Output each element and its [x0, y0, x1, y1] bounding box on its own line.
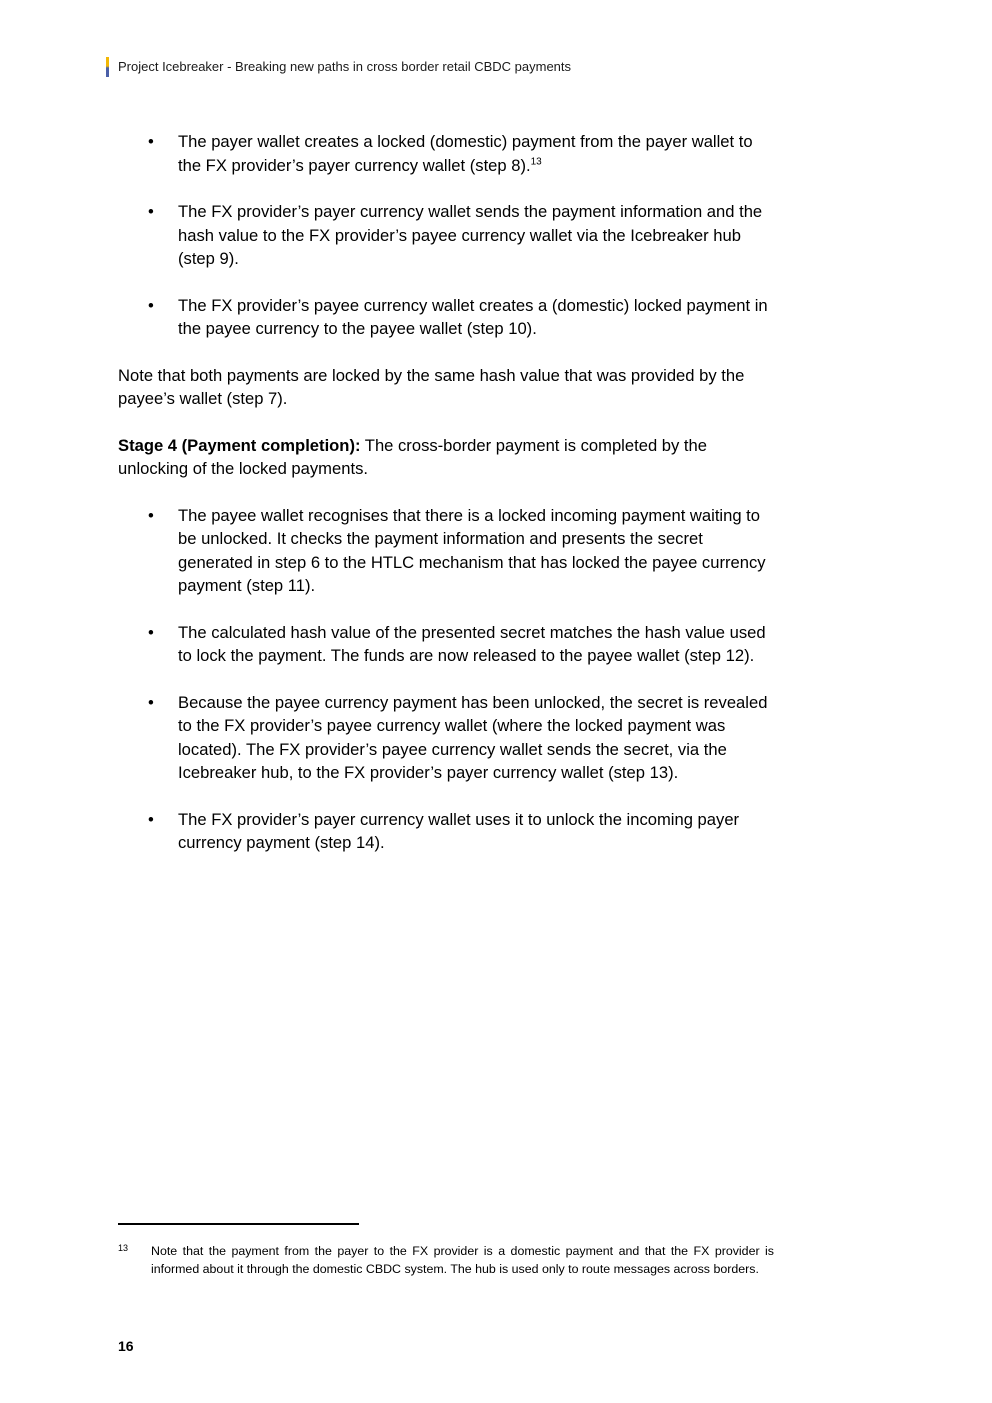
stage4-label: Stage 4 (Payment completion): — [118, 435, 361, 455]
list-item — [118, 294, 774, 341]
list-item-text: The calculated hash value of the presented secret matches the hash value used to lock the payment. The funds are now released to the payee wallet (step 12). — [178, 622, 766, 665]
bullet-icon: • — [148, 295, 154, 315]
bullet-icon: • — [148, 622, 154, 642]
list-item-text: The FX provider’s payer currency wallet uses it to unlock the incoming payer currency payment (step 14). — [178, 809, 740, 852]
bullet-icon: • — [148, 692, 154, 712]
footnote-number: 13 — [118, 1243, 129, 1253]
page-number: 16 — [118, 1338, 134, 1354]
list-item — [118, 130, 774, 177]
running-header — [106, 57, 571, 77]
list-item-text: The payer wallet creates a locked (domestic) payment from the payer wallet to the FX provider’s payer currency wallet (step 8). — [178, 132, 753, 175]
bullet-icon: • — [148, 202, 154, 221]
list-item — [118, 504, 774, 598]
running-title: Project Icebreaker - Breaking new paths in cross border retail CBDC payments — [118, 59, 572, 74]
header-accent-bar — [106, 57, 109, 77]
list-item — [118, 200, 774, 271]
stage4-text: The cross-border payment is completed by the unlocking of the locked payments. — [118, 435, 707, 478]
bullet-icon: • — [148, 505, 154, 525]
list-item-text: The payee wallet recognises that there is a locked incoming payment waiting to be unlocked. It checks the payment information and presents the secret generated in step 6 to the HTLC mechanism that has locked the payee currency payment (step 11). — [178, 505, 766, 595]
bullet-icon: • — [148, 132, 154, 151]
list-item-text: Because the payee currency payment has been unlocked, the secret is revealed to the FX provider’s payee currency wallet (where the locked payment was located). The FX provider’s payee currency wallet sends the secret, via the Icebreaker hub, to the FX provider’s payer currency wallet (step 13). — [178, 692, 768, 782]
list-item — [118, 621, 774, 668]
list-item — [118, 808, 774, 855]
footnote-reference[interactable]: 13 — [530, 155, 542, 167]
stage3-bullet-list — [118, 130, 774, 341]
list-item-text: The FX provider’s payee currency wallet creates a (domestic) locked payment in the payee currency to the payee wallet (step 10). — [178, 295, 768, 338]
note-paragraph: Note that both payments are locked by the same hash value that was provided by the payee’s wallet (step 7). — [118, 365, 745, 408]
stage4-bullet-list — [118, 504, 774, 855]
stage4-paragraph — [118, 434, 774, 481]
footnote — [118, 1242, 774, 1278]
main-content — [118, 130, 774, 878]
footnote-divider — [118, 1223, 359, 1225]
list-item — [118, 691, 774, 785]
list-item-text: The FX provider’s payer currency wallet sends the payment information and the hash value to the FX provider’s payee currency wallet via the Icebreaker hub (step 9). — [178, 202, 763, 268]
footnote-text: Note that the payment from the payer to the FX provider is a domestic payment and that the FX provider is informed about it through the domestic CBDC system. The hub is used only to route messages across borders. — [151, 1244, 774, 1276]
bullet-icon: • — [148, 809, 154, 829]
